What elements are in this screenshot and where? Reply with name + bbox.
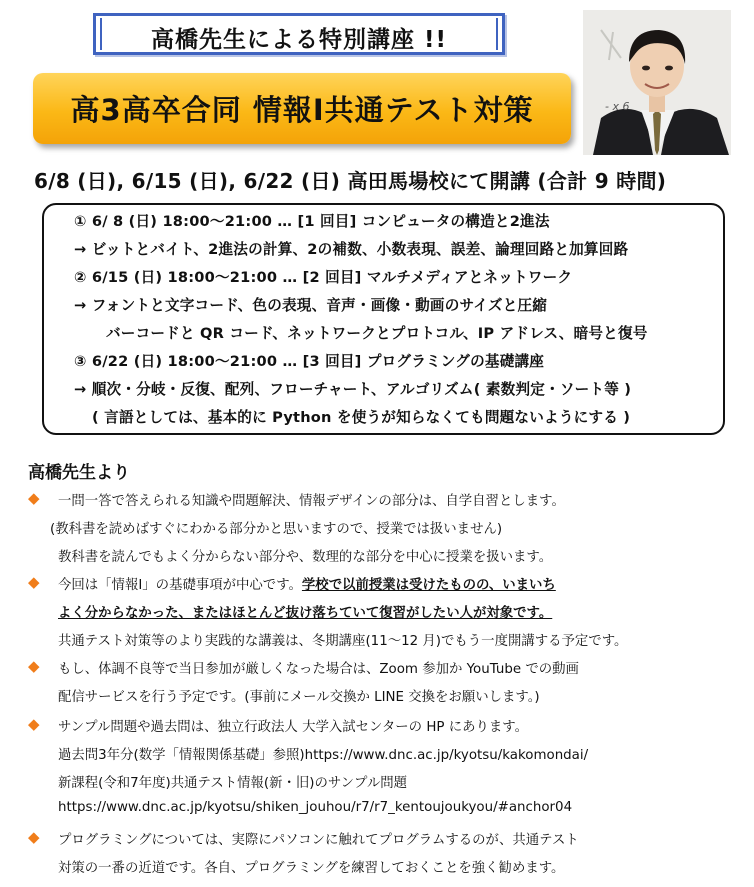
schedule-topics-3: → 順次・分岐・反復、配列、フローチャート、アルゴリズム( 素数判定・ソート等 ): [74, 381, 632, 398]
whiteboard-text: - x 6: [605, 100, 630, 113]
schedule-session-2: ② 6/15 (日) 18:00～21:00 … [2 回目] マルチメディアとネットワーク: [74, 269, 573, 286]
course-banner: [33, 73, 571, 144]
note-4-line-3: 新課程(令和7年度)共通テスト情報(新・旧)のサンプル問題: [58, 776, 408, 791]
diamond-bullet-icon: ◆: [28, 715, 40, 733]
note-2-emphasis-1: 学校で以前授業は受けたものの、いまいち: [301, 578, 556, 593]
note-4-line-1: サンプル問題や過去問は、独立行政法人 大学入試センターの HP にあります。: [58, 720, 528, 735]
note-2-emphasis-2: よく分からなかった、またはほとんど抜け落ちていて復習がしたい人が対象です。: [58, 606, 553, 621]
diamond-bullet-icon: ◆: [28, 828, 40, 846]
schedule-language-note: ( 言語としては、基本的に Python を使うが知らなくても問題ないようにする ): [92, 409, 631, 426]
banner-title: 高3高卒合同 情報Ⅰ共通テスト対策: [70, 93, 534, 127]
diamond-bullet-icon: ◆: [28, 573, 40, 591]
schedule-topics-1: → ビットとバイト、2進法の計算、2の補数、小数表現、誤差、論理回路と加算回路: [74, 241, 629, 258]
notes-heading: 高橋先生より: [28, 463, 130, 483]
course-dates: 6/8 (日), 6/15 (日), 6/22 (日) 高田馬場校にて開講 (合計 9 時間): [34, 169, 667, 193]
note-3-line-2: 配信サービスを行う予定です。(事前にメール交換か LINE 交換をお願いします。): [58, 690, 540, 705]
title-frame: [93, 13, 505, 55]
schedule-box: [42, 203, 725, 435]
note-5-line-2: 対策の一番の近道です。各自、プログラミングを練習しておくことを強く勧めます。: [58, 861, 565, 876]
note-3-line-1: もし、体調不良等で当日参加が厳しくなった場合は、Zoom 参加か YouTube での動画: [58, 662, 579, 677]
sample-problems-url[interactable]: https://www.dnc.ac.jp/kyotsu/shiken_jouhou/r7/r7_kentoujoukyou/#anchor04: [58, 800, 573, 815]
schedule-session-3: ③ 6/22 (日) 18:00～21:00 … [3 回目] プログラミングの基礎講座: [74, 353, 545, 370]
note-4-line-2: 過去問3年分(数学「情報関係基礎」参照)https://www.dnc.ac.jp/kyotsu/kakomondai/: [58, 748, 589, 763]
note-2-intro: 今回は「情報Ⅰ」の基礎事項が中心です。: [58, 578, 302, 593]
teacher-photo: [583, 10, 731, 155]
note-1-line-2: (教科書を読めばすぐにわかる部分かと思いますので、授業では扱いません): [50, 522, 503, 537]
diamond-bullet-icon: ◆: [28, 657, 40, 675]
note-2-line-3: 共通テスト対策等のより実践的な講義は、冬期講座(11～12 月)でもう一度開講する予定です。: [58, 634, 628, 649]
diamond-bullet-icon: ◆: [28, 489, 40, 507]
note-2-line-1: [58, 574, 556, 593]
note-5-line-1: プログラミングについては、実際にパソコンに触れてプログラムするのが、共通テスト: [58, 833, 579, 848]
note-1-line-3: 教科書を読んでもよく分からない部分や、数理的な部分を中心に授業を扱います。: [58, 550, 553, 565]
teacher-portrait-illustration: [583, 10, 731, 155]
page-title: 高橋先生による特別講座 !!: [151, 27, 447, 53]
schedule-topics-2b: バーコードと QR コード、ネットワークとプロトコル、IP アドレス、暗号と復号: [106, 325, 648, 342]
schedule-session-1: ① 6/ 8 (日) 18:00～21:00 … [1 回目] コンピュータの構造と2進法: [74, 213, 550, 230]
note-1-line-1: 一問一答で答えられる知識や問題解決、情報デザインの部分は、自学自習とします。: [58, 494, 565, 509]
schedule-topics-2: → フォントと文字コード、色の表現、音声・画像・動画のサイズと圧縮: [74, 297, 548, 314]
